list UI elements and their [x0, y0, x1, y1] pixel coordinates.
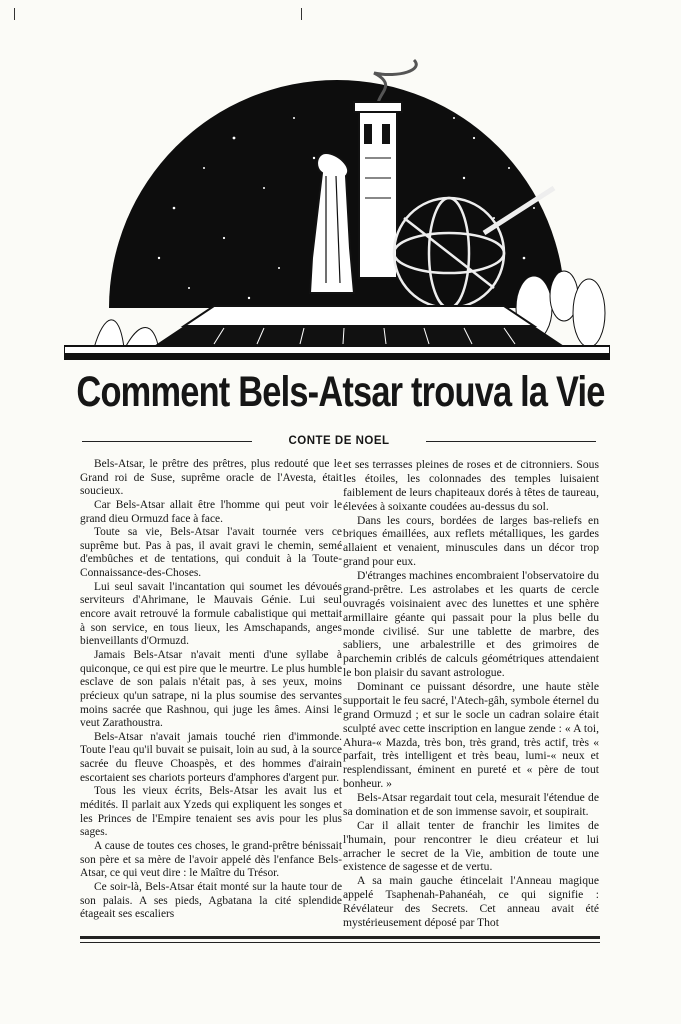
paragraph: Bels-Atsar n'avait jamais touché rien d'immonde. Toute l'eau qu'il buvait se puisait, loin au sud, à la source sacrée du fleuve Choaspès, et des hommes d'airain escortaient ses chariots porteurs d'amphores d'argent pur.	[80, 730, 342, 784]
bottom-double-rule-top	[80, 936, 600, 939]
paragraph: D'étranges machines encombraient l'observatoire du grand-prêtre. Les astrolabes et les quarts de cercle ouvragés voisinaient avec des lunettes et une sphère armillaire géante qui passait pour la plus belle du monde civilisé. Sur une tablette de marbre, des sabliers, une arbalestrille et des grimoires de parchemin criblés de calculs géométriques attendaient le bon plaisir du savant astrologue.	[343, 569, 599, 680]
paragraph: Bels-Atsar regardait tout cela, mesurait l'étendue de sa domination et de son immense savoir, et soupirait.	[343, 791, 599, 818]
paragraph: Toute sa vie, Bels-Atsar l'avait tournée vers ce suprême but. Pas à pas, il avait gravi le chemin, semé d'embûches et de tentations, qui conduit à la Toute-Connaissance-des-Choses.	[80, 526, 342, 580]
subtitle-row	[82, 433, 596, 449]
paragraph: Tous les vieux écrits, Bels-Atsar les avait lus et médités. Il parlait aux Yzeds qui expliquent les songes et les Princes de l'Empire tenaient ses avis pour les plus sages.	[80, 785, 342, 839]
paragraph: Dans les cours, bordées de larges bas-reliefs en briques émaillées, aux reflets métalliques, les gardes allaient et venaient, minuscules dans un décor trop grand pour eux.	[343, 513, 599, 569]
article-subtitle: CONTE DE NOEL	[288, 435, 390, 447]
paragraph: Ce soir-là, Bels-Atsar était monté sur la haute tour de son palais. A ses pieds, Agbatana la cité splendide étageait ses escaliers	[80, 880, 342, 921]
paragraph: et ses terrasses pleines de roses et de citronniers. Sous les étoiles, les colonnades des temples luisaient faiblement de leurs chapiteaux dorés à têtes de taureau, élevées à soixante coudées au-dessus du sol.	[343, 458, 599, 513]
paragraph: Car il allait tenter de franchir les limites de l'humain, pour rencontrer le dieu créateur et lui arracher le secret de la Vie, ambition de toute une existence de sagesse et de vertu.	[343, 818, 599, 874]
paragraph: Car Bels-Atsar allait être l'homme qui peut voir le grand dieu Ormuzd face à face.	[80, 498, 342, 525]
paragraph: Jamais Bels-Atsar n'avait menti d'une syllabe à quiconque, ce qui est pire que le meurtre. Le plus humble esclave de son palais n'était pas, à ses yeux, moins précieux qu'un satrape, ni la plus soumise des servantes moins sacrée que Rashnou, qui juge les âmes. Ainsi le veut Zarathoustra.	[80, 648, 342, 730]
paragraph: Bels-Atsar, le prêtre des prêtres, plus redouté que le Grand roi de Suse, suprême oracle de l'Avesta, était soucieux.	[80, 458, 342, 498]
paragraph: Lui seul savait l'incantation qui soumet les dévoués serviteurs d'Ahrimane, le Mauvais Génie. Lui seul encore avait retrouvé la formule cabalistique qui mettait à son service, en tous lieux, les Amschapands, anges bienveillants d'Ormuzd.	[80, 580, 342, 648]
paragraph: A cause de toutes ces choses, le grand-prêtre bénissait son père et sa mère de l'avoir appelé dès l'enfance Bels-Atsar, ce qui veut dire : le Maître du Trésor.	[80, 839, 342, 880]
paragraph: A sa main gauche étincelait l'Anneau magique appelé Tsaphenah-Pahanéah, ce qui signifie : Révélateur des Secrets. Cet anneau avait été mystérieusement déposé par Thot	[343, 874, 599, 929]
subtitle-rule-right	[426, 441, 596, 442]
header-illustration	[64, 58, 610, 370]
page-corner-mark	[301, 8, 302, 20]
text-column-right	[343, 458, 599, 930]
paragraph: Dominant ce puissant désordre, une haute stèle supportait le feu sacré, l'Atech-gâh, symbole éternel du grand Ormuzd ; et sur le socle un cadran solaire était sculpté avec cette inscription en langue zende : « A toi, Ahura-« Mazda, très bon, très grand, très actif, très « parfait, très intelligent et très beau, lumi-« neux et resplendissant, éminent en pureté et « père de tout bonheur. »	[343, 680, 599, 791]
article-title: Comment Bels-Atsar trouva la Vie	[76, 368, 605, 416]
bottom-double-rule-bottom	[80, 942, 600, 943]
page-corner-mark	[14, 8, 15, 20]
text-column-left	[80, 458, 342, 922]
